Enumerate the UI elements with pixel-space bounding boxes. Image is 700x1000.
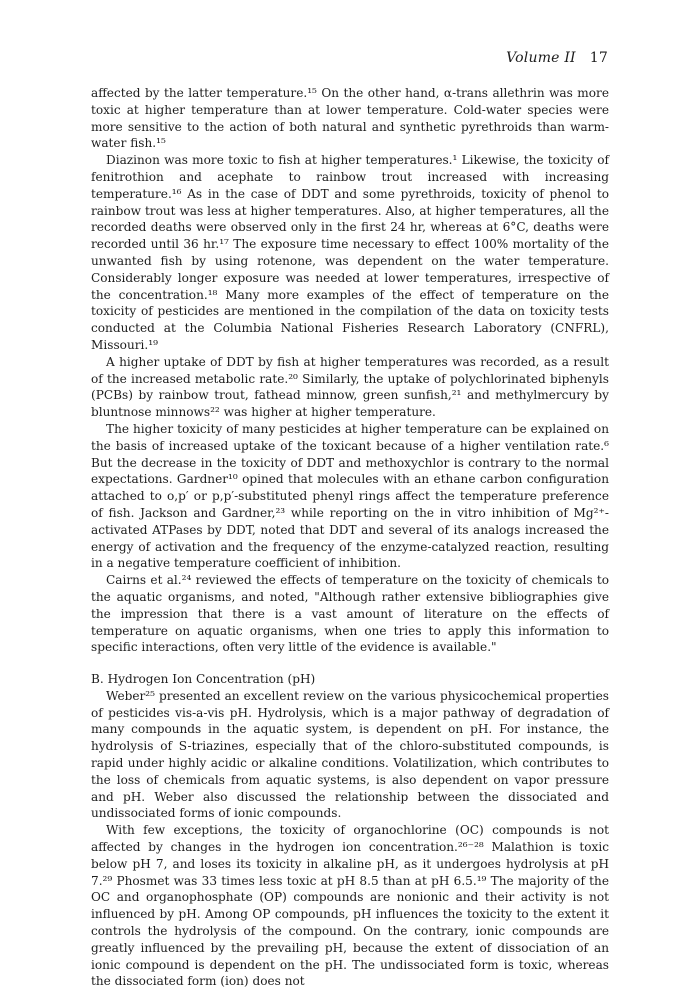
section-heading-wrapper — [91, 671, 609, 688]
paragraph: With few exceptions, the toxicity of organochlorine (OC) compounds is not affected by changes in the hydrogen ion concentration.²⁶⁻²⁸ Malathion is toxic below pH 7, and loses its toxicity in alkaline pH, as it undergoes hydrolysis at pH 7.²⁹ Phosmet was 33 times less toxic at pH 8.5 than at pH 6.5.¹⁹ The majority of the OC and organophosphate (OP) compounds are nonionic and their activity is not influenced by pH. Among OP compounds, pH influences the toxicity to the extent it controls the hydrolysis of the compound. On the contrary, ionic compounds are greatly influenced by the prevailing pH, because the extent of dissociation of an ionic compound is dependent on the pH. The undissociated form is toxic, whereas the dissociated form (ion) does not — [91, 823, 609, 989]
paragraph: A higher uptake of DDT by fish at higher temperatures was recorded, as a result of the increased metabolic rate.²⁰ Similarly, the uptake of polychlorinated biphenyls (PCBs) by rainbow trout, fathead minnow, green sunfish,²¹ and methylmercury by bluntnose minnows²² was higher at higher temperature. — [91, 354, 609, 420]
volume-label: Volume II — [506, 50, 576, 66]
paragraph: Weber²⁵ presented an excellent review on the various physicochemical properties of pesticides vis-a-vis pH. Hydrolysis, which is a major pathway of degradation of many compounds in the aquatic system, is dependent on pH. For instance, the hydrolysis of S-triazines, especially that of the chloro-substituted compounds, is rapid under highly acidic or alkaline conditions. Volatilization, which contributes to the loss of chemicals from aquatic systems, is also dependent on vapor pressure and pH. Weber also discussed the relationship between the dissociated and undissociated forms of ionic compounds. — [91, 688, 609, 821]
paragraph: Cairns et al.²⁴ reviewed the effects of temperature on the toxicity of chemicals to the aquatic organisms, and noted, "Although rather extensive bibliographies give the impression that there is a vast amount of literature on the effects of temperature on aquatic organisms, when one tries to apply this information to specific interactions, often very little of the evidence is available." — [91, 573, 609, 655]
body-text — [91, 85, 609, 990]
page-number: 17 — [589, 50, 608, 66]
running-header — [506, 50, 608, 66]
paragraph: affected by the latter temperature.¹⁵ On the other hand, α-trans allethrin was more toxic at higher temperature than at lower temperature. Cold-water species were more sensitive to the action of both natural and synthetic pyrethroids than warm-water fish.¹⁵ — [91, 86, 609, 151]
paragraph: Diazinon was more toxic to fish at higher temperatures.¹ Likewise, the toxicity of fenitrothion and acephate to rainbow trout increased with increasing temperature.¹⁶ As in the case of DDT and some pyrethroids, toxicity of phenol to rainbow trout was less at higher temperatures. Also, at higher temperatures, all the recorded deaths were observed only in the first 24 hr, whereas at 6°C, deaths were recorded until 36 hr.¹⁷ The exposure time necessary to effect 100% mortality of the unwanted fish by using rotenone, was dependent on the water temperature. Considerably longer exposure was needed at lower temperatures, irrespective of the concentration.¹⁸ Many more examples of the effect of temperature on the toxicity of pesticides are mentioned in the compilation of the data on toxicity tests conducted at the Columbia National Fisheries Research Laboratory (CNFRL), Missouri.¹⁹ — [91, 153, 609, 352]
section-heading: B. Hydrogen Ion Concentration (pH) — [91, 672, 316, 687]
paragraph: The higher toxicity of many pesticides at higher temperature can be explained on the basis of increased uptake of the toxicant because of a higher ventilation rate.⁶ But the decrease in the toxicity of DDT and methoxychlor is contrary to the normal expectations. Gardner¹⁰ opined that molecules with an ethane carbon configuration attached to o,p′ or p,p′-substituted phenyl rings affect the temperature preference of fish. Jackson and Gardner,²³ while reporting on the in vitro inhibition of Mg²⁺-activated ATPases by DDT, noted that DDT and several of its analogs increased the energy of activation and the frequency of the enzyme-catalyzed reaction, resulting in a negative temperature coefficient of inhibition. — [91, 421, 609, 571]
